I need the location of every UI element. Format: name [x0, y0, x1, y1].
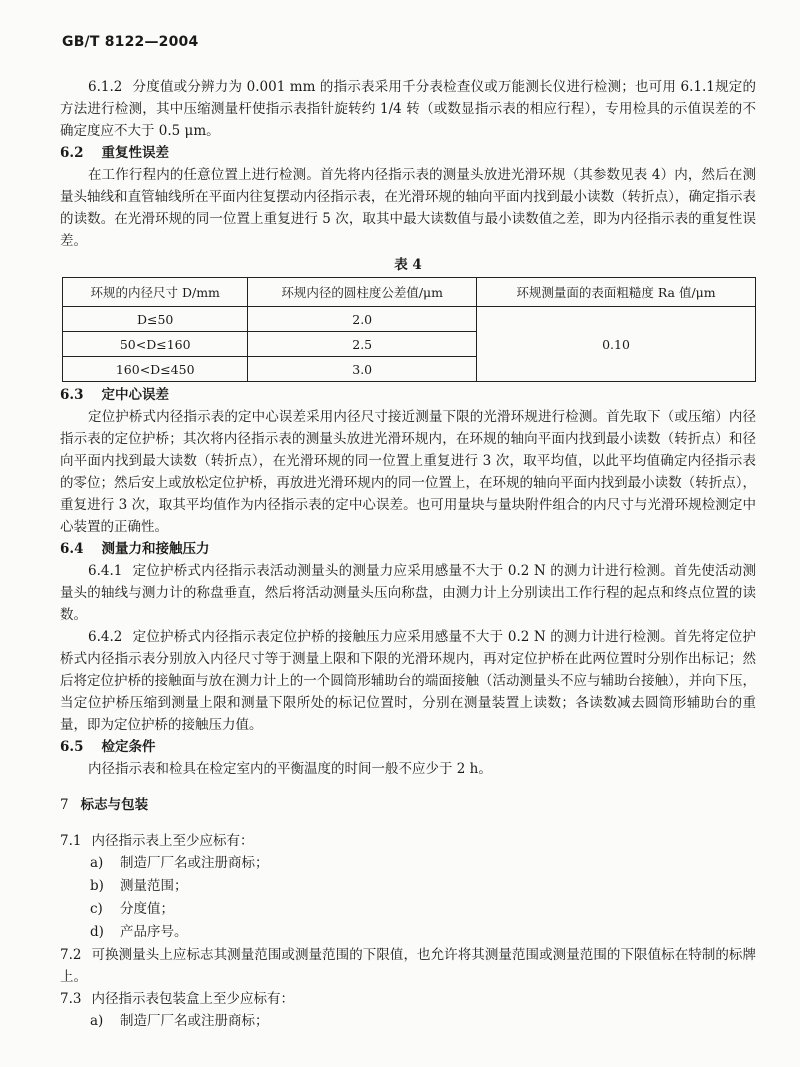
list-item	[60, 921, 756, 944]
heading-6-4	[60, 538, 756, 560]
clause-text: 定位护桥式内径指示表定位护桥的接触压力应采用感量不大于 0.2 N 的测力计进行检测。首先将定位护桥式内径指示表分别放入内径尺寸等于测量上限和下限的光滑环规内，再对定位护桥在此两位置时分别作出标记；然后将定位护桥的接触面与放在测力计上的一个圆筒形辅助台的端面接触（活动测量头不应与辅助台接触），并向下压，当定位护桥压缩到测量上限和测量下限所处的标记位置时，分别在测量装置上读数；各读数减去圆筒形辅助台的重量，即为定位护桥的接触压力值。	[60, 629, 756, 733]
table-cell-size: 160<D≤450	[63, 357, 248, 382]
heading-6-5	[60, 736, 756, 758]
clause-text: 内径指示表上至少应标有：	[91, 833, 254, 849]
heading-6-3	[60, 384, 756, 406]
clause-number: 6.4.2	[88, 629, 123, 645]
list-item	[60, 1010, 756, 1033]
list-item	[60, 875, 756, 898]
heading-number: 6.2	[60, 145, 84, 161]
clause-number: 7.3	[60, 991, 82, 1007]
clause-text: 内径指示表包装盒上至少应标有：	[91, 991, 294, 1007]
list-item-text: 测量范围；	[120, 878, 188, 894]
heading-number: 7	[60, 797, 69, 813]
heading-6-2	[60, 142, 756, 164]
list-item-text: 产品序号。	[120, 924, 188, 940]
table-header-cell: 环规内径的圆柱度公差值/μm	[248, 278, 477, 307]
clause-6-1-2	[60, 76, 756, 142]
clause-6-3-text: 定位护桥式内径指示表的定中心误差采用内径尺寸接近测量下限的光滑环规进行检测。首先取下（或压缩）内径指示表的定位护桥；其次将内径指示表的测量头放进光滑环规内，在环规的轴向平面内找到最小读数（转折点）和径向平面内找到最大读数（转折点），在光滑环规的同一位置上重复进行 3 次，取平均值，以此平均值确定内径指示表的零位；然后安上或放松定位护桥，再放进光滑环规内的同一位置上，在环规的轴向平面内找到最小读数（转折点），重复进行 3 次，取其平均值作为内径指示表的定中心误差。也可用量块与量块附件组合的内尺寸与光滑环规检测定中心装置的正确性。	[60, 409, 756, 535]
heading-title: 重复性误差	[101, 145, 169, 161]
clause-text: 分度值或分辨力为 0.001 mm 的指示表采用千分表检查仪或万能测长仪进行检测；也可用 6.1.1规定的方法进行检测，其中压缩测量杆使指示表指针旋转约 1/4 转（或数显指示表的相应行程），专用检具的示值误差的不确定度应不大于 0.5 μm。	[60, 79, 756, 139]
table-cell-size: D≤50	[63, 307, 248, 332]
clause-text: 定位护桥式内径指示表活动测量头的测量力应采用感量不大于 0.2 N 的测力计进行检测。首先使活动测量头的轴线与测力计的称盘垂直，然后将活动测量头压向称盘，由测力计上分别读出工作行程的起点和终点位置的读数。	[60, 563, 756, 623]
table-cell-tolerance: 2.5	[248, 332, 477, 357]
heading-title: 测量力和接触压力	[101, 541, 210, 557]
table-header-cell: 环规的内径尺寸 D/mm	[63, 278, 248, 307]
clause-text: 可换测量头上应标志其测量范围或测量范围的下限值，也允许将其测量范围或测量范围的下限值标在特制的标牌上。	[60, 947, 756, 985]
heading-number: 6.3	[60, 387, 84, 403]
clause-number: 6.4.1	[88, 563, 123, 579]
list-marker: a)	[90, 1013, 104, 1029]
list-marker: a)	[90, 855, 104, 871]
clause-number: 7.1	[60, 833, 82, 849]
list-item-text: 制造厂厂名或注册商标；	[120, 855, 269, 871]
document-body	[60, 76, 756, 1033]
table-cell-roughness: 0.10	[477, 307, 756, 382]
heading-7	[60, 794, 756, 816]
table-cell-tolerance: 2.0	[248, 307, 477, 332]
clause-7-3	[60, 988, 756, 1010]
heading-number: 6.4	[60, 541, 84, 557]
clause-6-5-text: 内径指示表和检具在检定室内的平衡温度的时间一般不应少于 2 h。	[88, 761, 492, 777]
list-item-text: 分度值；	[120, 901, 174, 917]
heading-title: 检定条件	[101, 739, 156, 755]
table-header-cell: 环规测量面的表面粗糙度 Ra 值/μm	[477, 278, 756, 307]
heading-title: 标志与包装	[80, 797, 149, 813]
list-marker: b)	[90, 878, 104, 894]
list-item-text: 制造厂厂名或注册商标；	[120, 1013, 269, 1029]
table-cell-tolerance: 3.0	[248, 357, 477, 382]
heading-number: 6.5	[60, 739, 84, 755]
heading-title: 定中心误差	[101, 387, 169, 403]
list-item	[60, 852, 756, 875]
list-marker: d)	[90, 924, 104, 940]
table-row	[63, 307, 756, 332]
clause-6-4-1	[60, 560, 756, 626]
clause-6-4-2	[60, 626, 756, 736]
clause-number: 7.2	[60, 947, 82, 963]
standard-code-header: GB/T 8122—2004	[62, 34, 199, 50]
clause-7-2	[60, 944, 756, 988]
table-4	[62, 277, 756, 382]
table-cell-size: 50<D≤160	[63, 332, 248, 357]
clause-number: 6.1.2	[88, 79, 123, 95]
list-item	[60, 898, 756, 921]
table-header-row	[63, 278, 756, 307]
clause-6-2-text: 在工作行程内的任意位置上进行检测。首先将内径指示表的测量头放进光滑环规（其参数见表 4）内，然后在测量头轴线和直管轴线所在平面内往复摆动内径指示表，在光滑环规的轴向平面内找到最小读数（转折点），确定指示表的读数。在光滑环规的同一位置上重复进行 5 次，取其中最大读数值与最小读数值之差，即为内径指示表的重复性误差。	[60, 167, 756, 249]
table-4-caption: 表 4	[394, 257, 422, 273]
clause-7-1	[60, 830, 756, 852]
list-marker: c)	[90, 901, 103, 917]
